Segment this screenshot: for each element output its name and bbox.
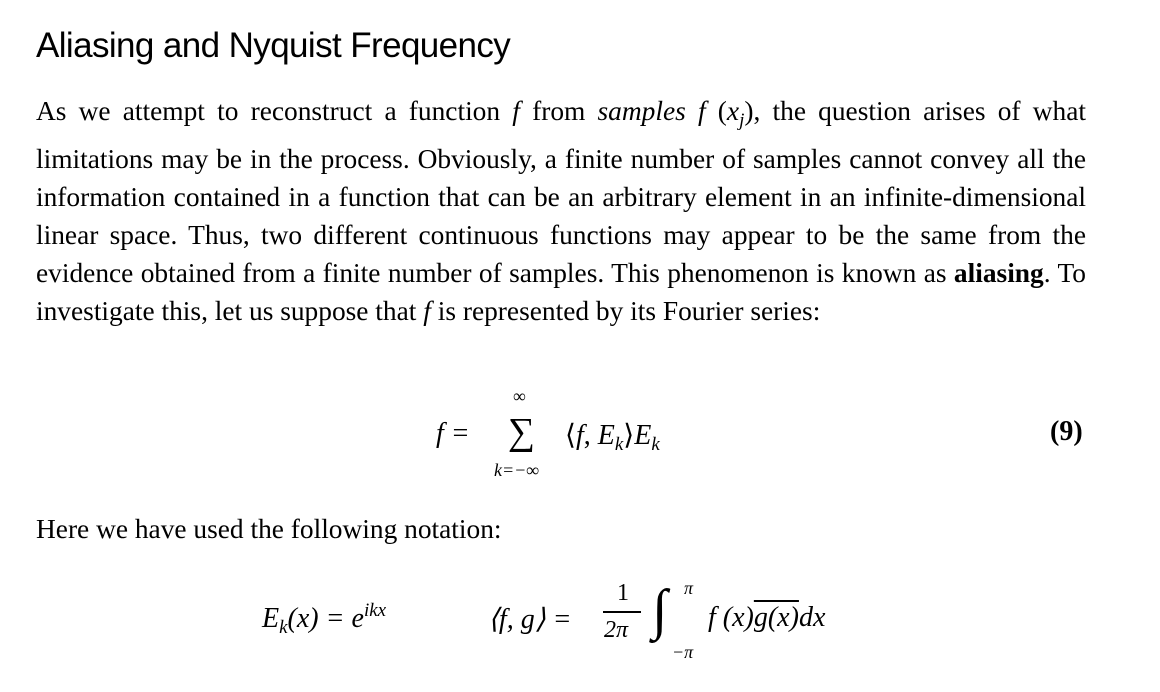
fraction-numerator: 1 [617, 580, 629, 606]
integral-symbol: ∫ [652, 579, 668, 641]
eq9-lhs: f = [436, 418, 470, 449]
equation-number: (9) [1050, 416, 1083, 447]
inner-product-lhs: ⟨f, g⟩ = [488, 604, 572, 635]
fraction-denominator: 2π [604, 617, 629, 643]
basis-function-definition: $E_k(x) = e^{ikx}$ [262, 600, 387, 638]
eq9-sum-symbol: ∑ [508, 411, 536, 453]
eq9-term: ⟨f, $E_k⟩E_k$ [565, 420, 660, 455]
integrand: f (x)g(x)dx [708, 602, 826, 633]
eq9-sum-lower-limit: k=−∞ [494, 460, 540, 480]
fraction-bar [603, 611, 641, 613]
integral-upper-limit: π [684, 578, 694, 598]
integral-lower-limit: −π [672, 642, 694, 662]
eq9-sum-upper-limit: ∞ [513, 386, 526, 406]
term-aliasing: aliasing [953, 258, 1044, 288]
paragraph-notation-intro: Here we have used the following notation: [36, 514, 502, 544]
paragraph-aliasing-intro: As we attempt to reconstruct a function f from samples f $(x_j)$, the question arises of what limitations may be in the process. Obviously, a finite number of samples cannot convey all the information contained in a function that can be an arbitrary element in an infinite-dimensional linear space. Thus, two different continuous functions may appear to be the same from the evidence obtained from a finite number of samples. This phenomenon is known as aliasing. To investigate this, let us suppose that f is represented by its Fourier series: [36, 96, 1086, 326]
section-heading: Aliasing and Nyquist Frequency [36, 26, 511, 65]
